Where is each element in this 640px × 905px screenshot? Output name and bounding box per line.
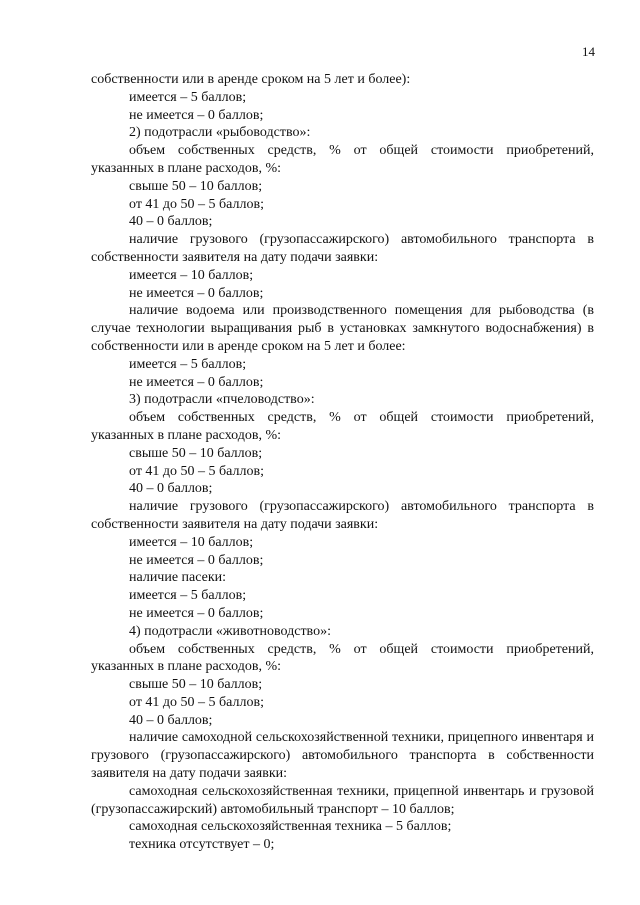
paragraph: техника отсутствует – 0; [129, 837, 275, 853]
paragraph: наличие водоема или производственного помещения для рыбоводства (в случае технологии выращивания рыб в установках замкнутого водоснабжения) в собственности или в аренде сроком на 5 лет и более: [91, 303, 594, 354]
paragraph: свыше 50 – 10 баллов; [129, 445, 263, 461]
paragraph: не имеется – 0 баллов; [129, 107, 264, 123]
paragraph: имеется – 5 баллов; [129, 356, 247, 372]
paragraph: не имеется – 0 баллов; [129, 374, 264, 390]
paragraph: наличие грузового (грузопассажирского) автомобильного транспорта в собственности заявителя на дату подачи заявки: [91, 232, 594, 265]
paragraph: 3) подотрасли «пчеловодство»: [129, 392, 315, 408]
paragraph: наличие пасеки: [129, 570, 227, 586]
paragraph: объем собственных средств, % от общей стоимости приобретений, указанных в плане расходов, %: [91, 641, 594, 675]
paragraph: имеется – 10 баллов; [129, 534, 254, 550]
paragraph: собственности или в аренде сроком на 5 лет и более): [91, 72, 411, 87]
paragraph: не имеется – 0 баллов; [129, 285, 264, 301]
paragraph: наличие грузового (грузопассажирского) автомобильного транспорта в собственности заявителя на дату подачи заявки: [91, 499, 594, 532]
paragraph: наличие самоходной сельскохозяйственной техники, прицепного инвентаря и грузового (грузопассажирского) автомобильного транспорта в собственности заявителя на дату подачи заявки: [91, 730, 594, 782]
paragraph: имеется – 10 баллов; [129, 267, 254, 283]
page-number: 14 [582, 44, 595, 59]
paragraph: имеется – 5 баллов; [129, 89, 247, 105]
document-body [91, 71, 594, 854]
paragraph: имеется – 5 баллов; [129, 588, 247, 604]
paragraph: от 41 до 50 – 5 баллов; [129, 463, 264, 479]
paragraph: 4) подотрасли «животноводство»: [129, 623, 331, 639]
paragraph: свыше 50 – 10 баллов; [129, 178, 263, 194]
paragraph: самоходная сельскохозяйственная техника – 5 баллов; [129, 819, 452, 835]
paragraph: 2) подотрасли «рыбоводство»: [129, 125, 311, 141]
paragraph: не имеется – 0 баллов; [129, 605, 264, 621]
paragraph: самоходная сельскохозяйственная техники, прицепной инвентарь и грузовой (грузопассажирский) автомобильный транспорт – 10 баллов; [91, 783, 594, 817]
paragraph: от 41 до 50 – 5 баллов; [129, 694, 264, 710]
paragraph: объем собственных средств, % от общей стоимости приобретений, указанных в плане расходов, %: [91, 143, 594, 176]
paragraph: объем собственных средств, % от общей стоимости приобретений, указанных в плане расходов, %: [91, 410, 594, 443]
paragraph: свыше 50 – 10 баллов; [129, 677, 263, 693]
paragraph: не имеется – 0 баллов; [129, 552, 264, 568]
paragraph: 40 – 0 баллов; [129, 712, 213, 728]
paragraph: от 41 до 50 – 5 баллов; [129, 196, 264, 212]
paragraph: 40 – 0 баллов; [129, 214, 213, 230]
paragraph: 40 – 0 баллов; [129, 481, 213, 497]
